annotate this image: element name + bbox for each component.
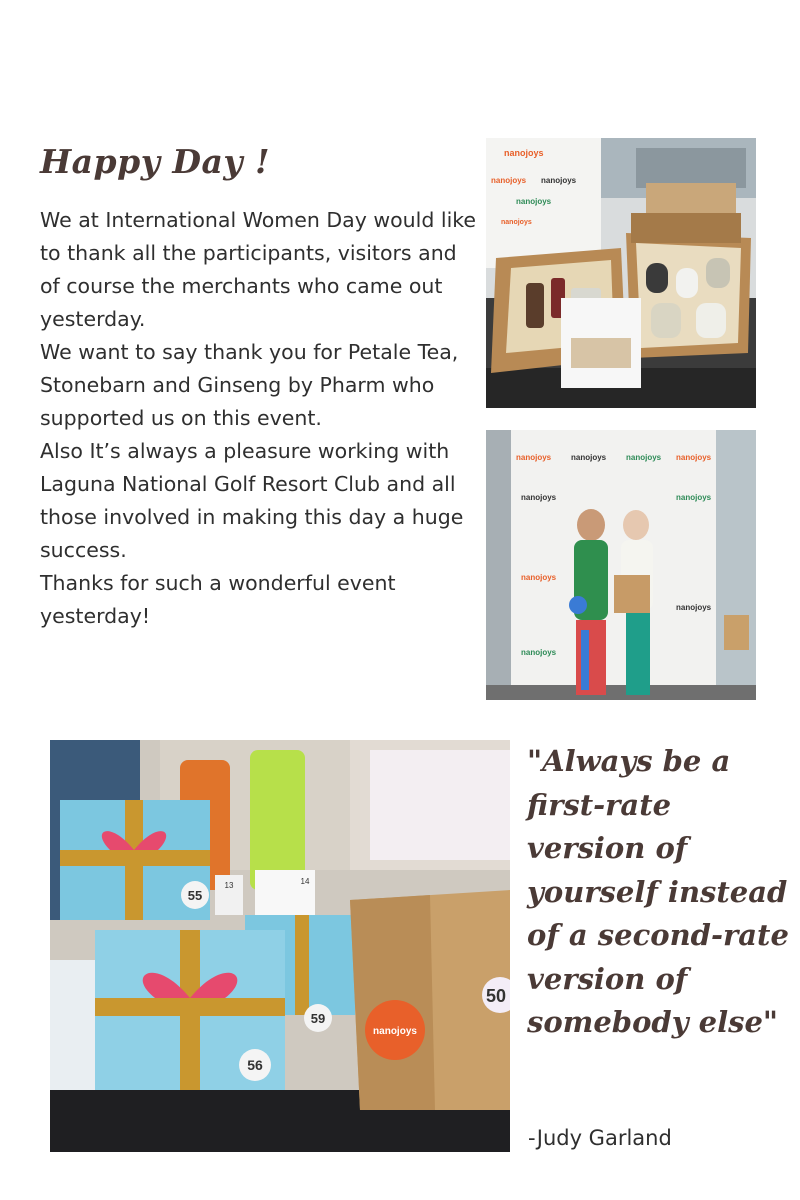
backdrop-brand-text: nanojoys [541, 176, 577, 185]
backdrop-brand-text: nanojoys [626, 453, 662, 462]
backdrop-brand-text: nanojoys [491, 176, 527, 185]
tag-number-14: 14 [300, 877, 310, 886]
paragraph-thanks-sponsors: We want to say thank you for Petale Tea, Stonebarn and Ginseng by Pharm who supported us on this event. [40, 340, 459, 430]
photo-visitors-with-bags [486, 430, 756, 700]
backdrop-brand-text: nanojoys [516, 197, 552, 206]
bag-number-50: 50 [485, 986, 507, 1006]
tag-number-13: 13 [224, 881, 234, 890]
paragraph-closing: Thanks for such a wonderful event yesterday! [40, 571, 396, 628]
backdrop-brand-text: nanojoys [504, 148, 544, 158]
backdrop-brand-text: nanojoys [676, 453, 712, 462]
backdrop-brand-text: nanojoys [501, 219, 532, 226]
paragraph-thanks-participants: We at International Women Day would like to thank all the participants, visitors and of course the merchants who came out yesterday. [40, 208, 477, 331]
page-heading: Happy Day ! [40, 142, 271, 181]
bag-brand-logo: nanojoys [373, 1026, 417, 1037]
thank-you-message [40, 204, 480, 633]
paragraph-thanks-venue: Also It’s always a pleasure working with Laguna National Golf Resort Club and all those involved in making this day a huge success. [40, 439, 464, 562]
photo-prize-gifts [50, 740, 510, 1152]
backdrop-brand-text: nanojoys [521, 573, 557, 582]
quote-author: -Judy Garland [528, 1126, 672, 1150]
photo-gift-hampers [486, 138, 756, 408]
backdrop-brand-text: nanojoys [521, 648, 557, 657]
inspirational-quote: "Always be a first-rate version of yourself instead of a second-rate version of somebody else" [527, 744, 789, 1039]
box-number-56: 56 [247, 1057, 263, 1073]
backdrop-brand-text: nanojoys [521, 493, 557, 502]
backdrop-brand-text: nanojoys [676, 603, 712, 612]
box-number-59: 59 [310, 1011, 326, 1026]
backdrop-brand-text: nanojoys [676, 493, 712, 502]
backdrop-brand-text: nanojoys [571, 453, 607, 462]
backdrop-brand-text: nanojoys [516, 453, 552, 462]
box-number-55: 55 [187, 888, 203, 903]
